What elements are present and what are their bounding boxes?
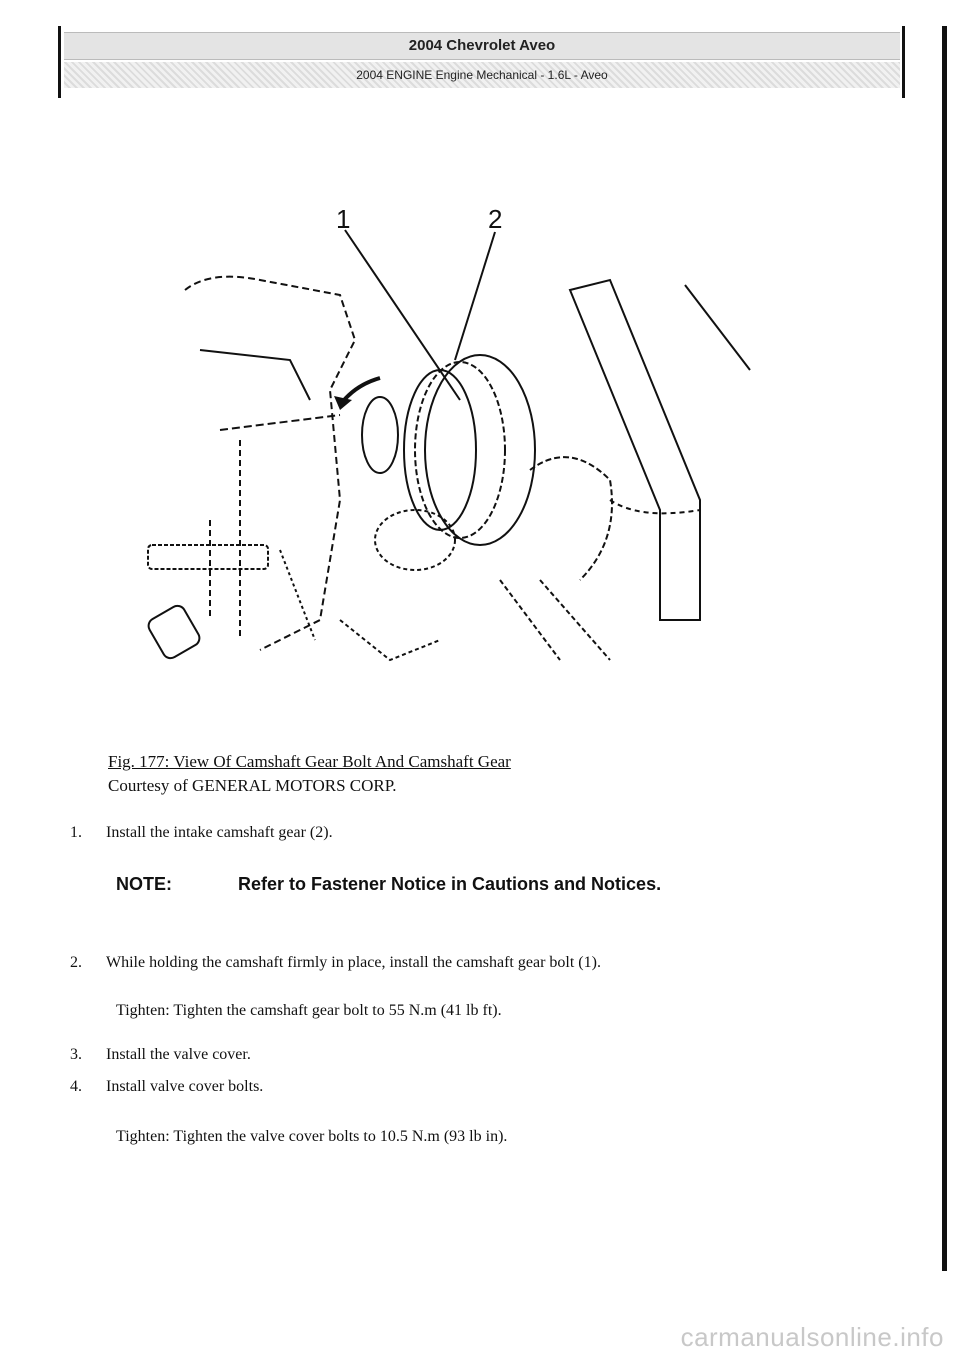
page-edge (942, 26, 947, 1271)
figure-caption-credit: Courtesy of GENERAL MOTORS CORP. (108, 776, 397, 795)
step-text: Install the intake camshaft gear (2). (106, 824, 333, 841)
step-number: 3. (70, 1046, 82, 1063)
step-number: 2. (70, 954, 82, 971)
step-text: Install the valve cover. (106, 1046, 251, 1063)
camshaft-gear-bolt (362, 397, 398, 473)
callout-leader-2 (455, 232, 495, 360)
header-rule-left (58, 26, 61, 98)
step-number: 1. (70, 824, 82, 841)
tool-handle (148, 545, 268, 569)
step-item (70, 952, 601, 974)
note-text: Refer to Fastener Notice in Cautions and Notices. (238, 874, 662, 894)
step-text: Install valve cover bolts. (106, 1078, 264, 1095)
camshaft-gear-illustration (140, 200, 760, 670)
document-subtitle: 2004 ENGINE Engine Mechanical - 1.6L - Aveo (64, 62, 900, 88)
watermark: carmanualsonline.info (680, 1322, 944, 1352)
tighten-spec: Tighten: Tighten the camshaft gear bolt to 55 N.m (41 lb ft). (116, 1002, 502, 1019)
figure-caption-title: Fig. 177: View Of Camshaft Gear Bolt And Camshaft Gear (108, 752, 511, 771)
header-rule-right (902, 26, 905, 98)
callout-leader-1 (345, 230, 460, 400)
tool-socket (146, 603, 203, 661)
step-item (70, 822, 333, 844)
tighten-spec: Tighten: Tighten the valve cover bolts to 10.5 N.m (93 lb in). (116, 1128, 508, 1145)
step-item (70, 1044, 251, 1066)
callout-label-2: 2 (488, 204, 503, 234)
step-item (70, 1076, 263, 1098)
camshaft-gear-inner (404, 370, 476, 530)
callout-label-1: 1 (336, 204, 351, 234)
note-label: NOTE: (116, 874, 172, 894)
camshaft-gear-teeth (415, 362, 505, 538)
step-text: While holding the camshaft firmly in place, install the camshaft gear bolt (1). (106, 954, 601, 971)
figure-caption (108, 750, 511, 798)
step-number: 4. (70, 1078, 82, 1095)
document-title: 2004 Chevrolet Aveo (64, 32, 900, 60)
sensor-rod (685, 285, 750, 370)
